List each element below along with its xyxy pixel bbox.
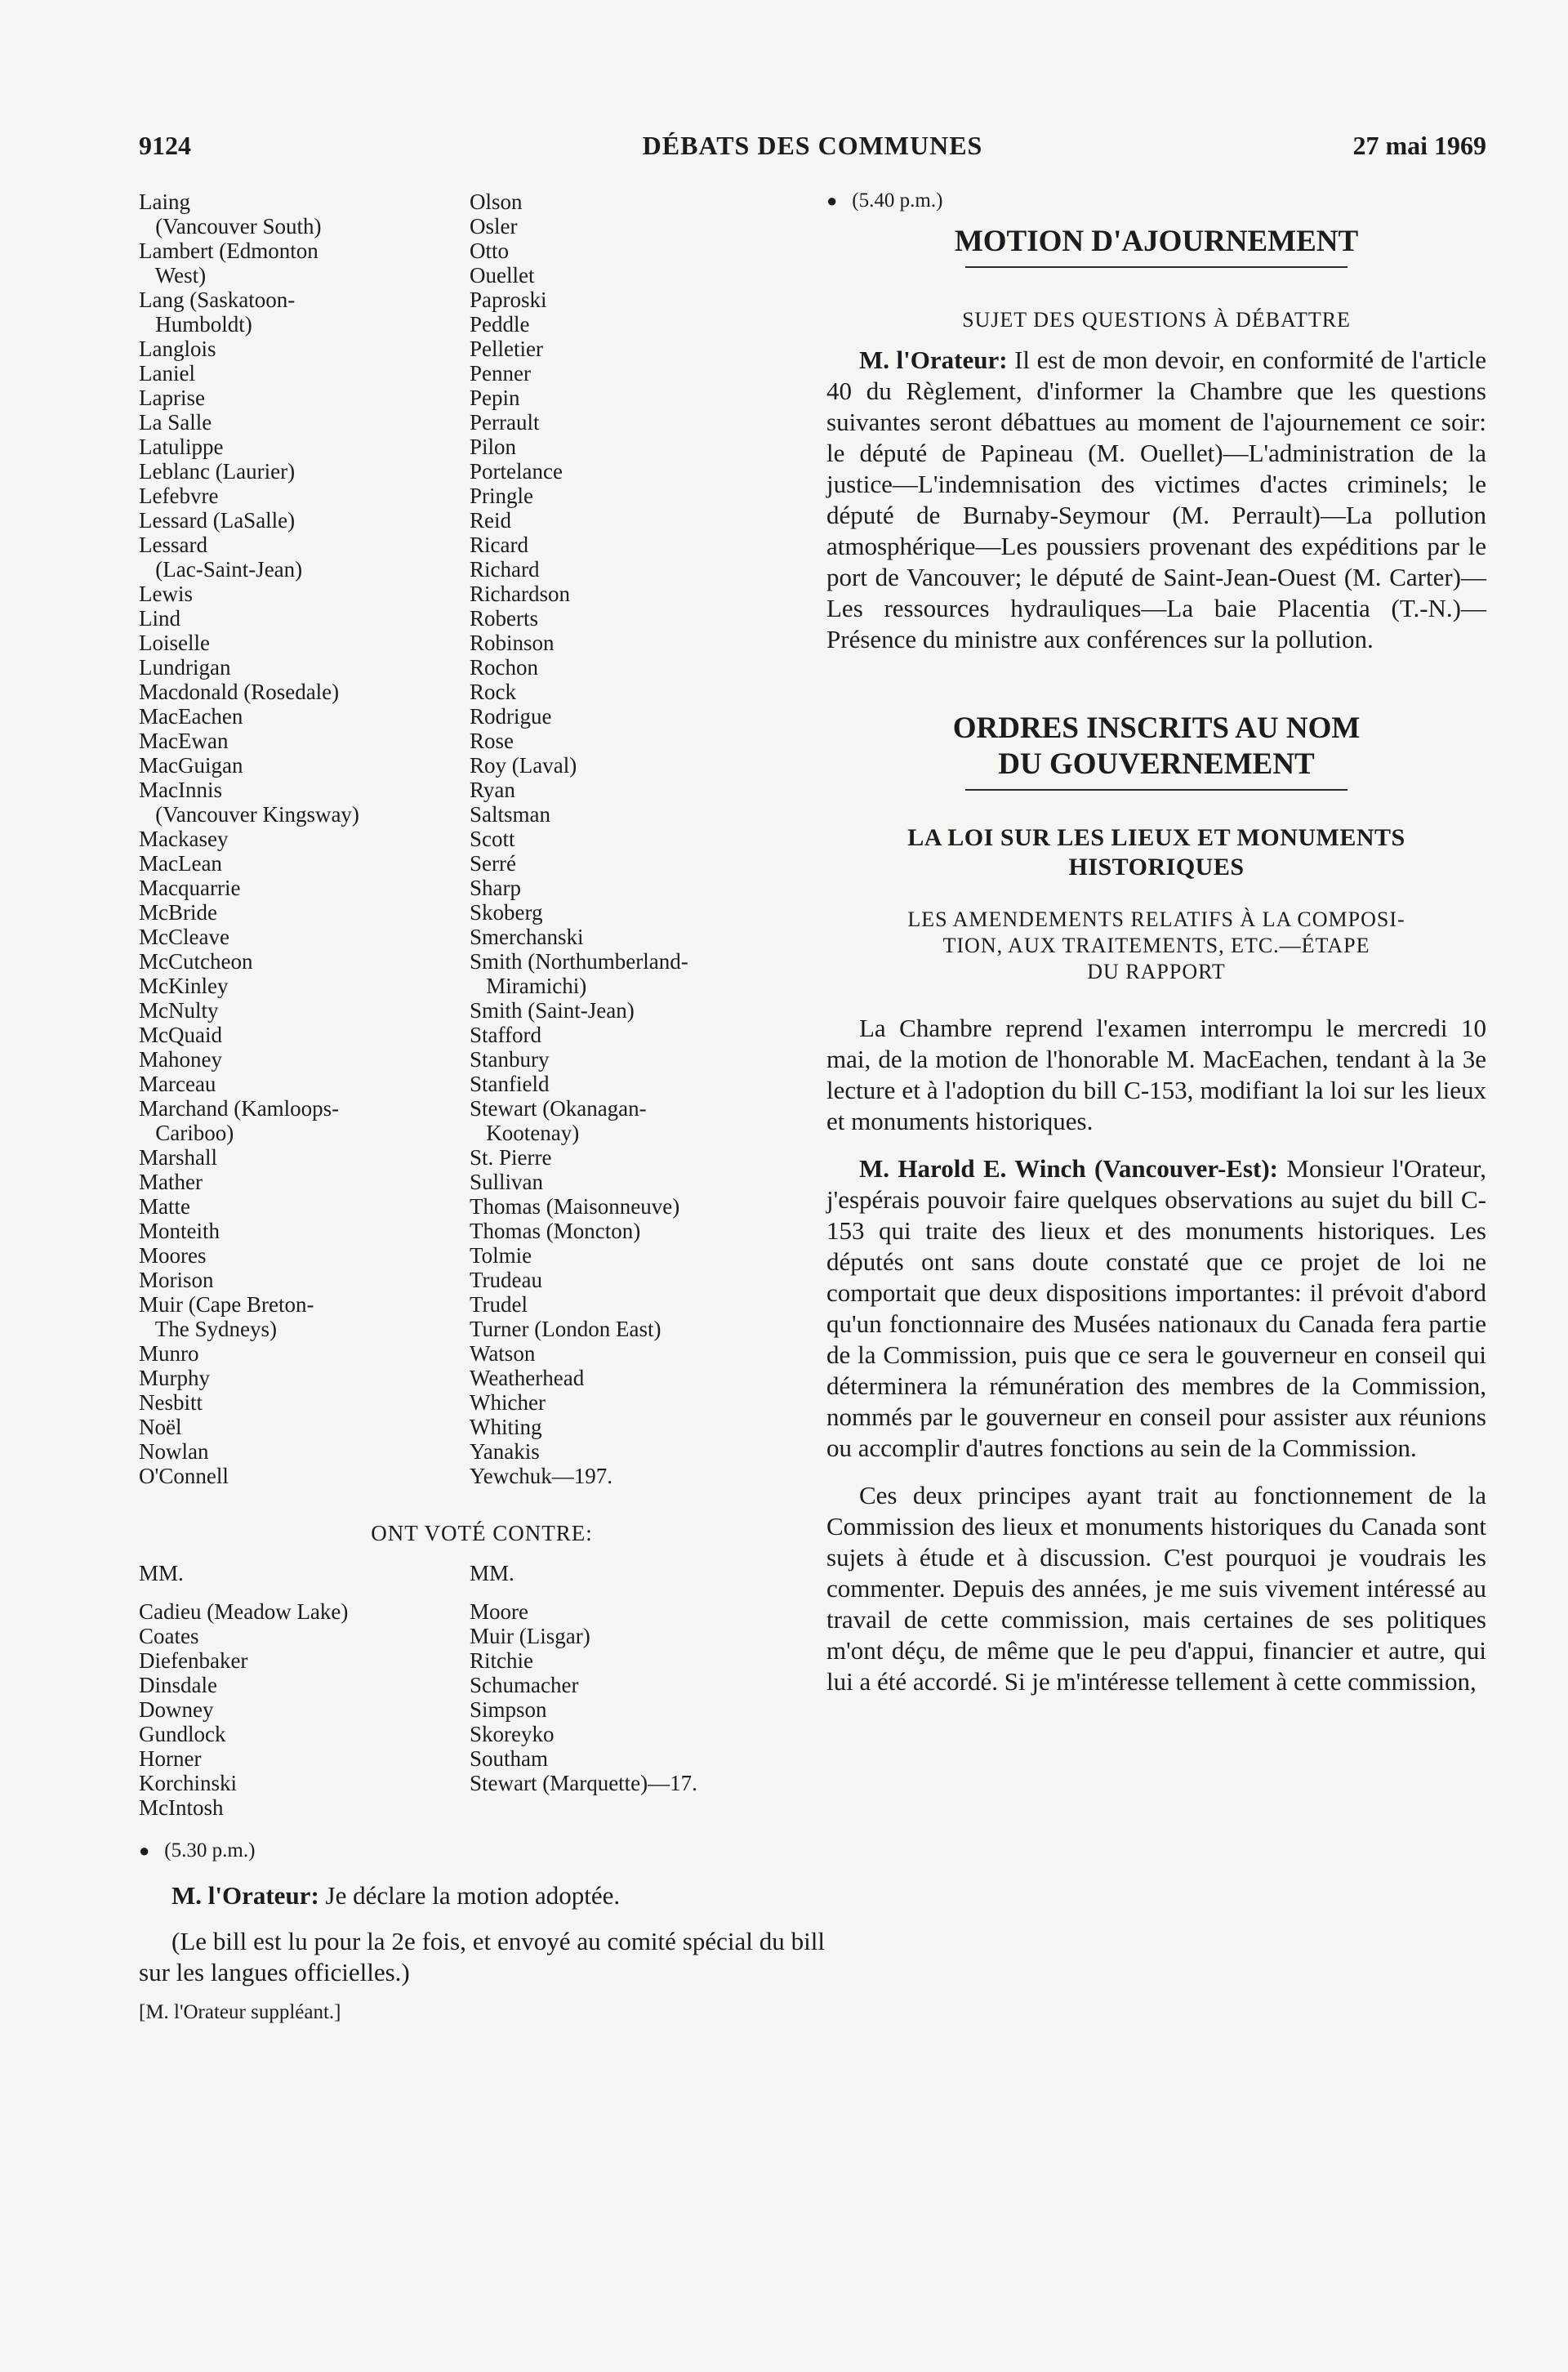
deputy-speaker-note: [M. l'Orateur suppléant.]: [139, 2001, 341, 2023]
member-name: Watson: [470, 1341, 536, 1366]
principles-paragraph: Ces deux principes ayant trait au fonctionnement de la Commission des lieux et monuments historiques du Canada sont sujets à étude et à discussion. C'est pourquoi je voudrais les commenter. Depuis des années, je me suis vivement intéressé au travail de cette commission, mais certaines de ses politiques m'ont déçu, de même que le peu d'appui, financier et autre, qui lui a été accordé. Si je m'intéresse tellement à cette commission,: [826, 1481, 1486, 1696]
member-name: Peddle: [470, 312, 530, 337]
member-name: Humboldt): [139, 312, 252, 337]
member-name: Stewart (Okanagan-: [470, 1096, 647, 1121]
member-name: Whiting: [470, 1415, 542, 1439]
member-name: Rochon: [470, 655, 538, 680]
member-name: Skoberg: [470, 900, 543, 925]
motion-title: MOTION D'AJOURNEMENT: [954, 225, 1359, 258]
member-name: MacLean: [139, 851, 222, 876]
member-name: Gundlock: [139, 1722, 226, 1746]
time-marker-text: (5.40 p.m.): [852, 189, 943, 212]
orders-title-line-1: ORDRES INSCRITS AU NOM: [952, 711, 1361, 745]
time-marker-text: (5.30 p.m.): [164, 1839, 256, 1861]
divider: [965, 266, 1348, 268]
member-name: Paproski: [470, 288, 547, 312]
votes-against-list: [139, 1599, 825, 1820]
member-name: Richard: [470, 557, 540, 582]
member-name: Roy (Laval): [470, 753, 577, 778]
member-name: Portelance: [470, 459, 563, 484]
member-name: Ouellet: [470, 263, 535, 288]
member-name: Pilon: [470, 435, 517, 459]
member-name: Lewis: [139, 582, 193, 606]
member-name: La Salle: [139, 410, 212, 435]
member-name: MacEwan: [139, 729, 229, 753]
house-resumes-paragraph: La Chambre reprend l'examen interrompu le mercredi 10 mai, de la motion de l'honorable M. MacEachen, tendant à la 3e lecture et à l'adoption du bill C-153, modifiant la loi sur les lieux et monuments historiques.: [826, 1014, 1486, 1135]
member-name: Moore: [470, 1599, 528, 1624]
member-name: Monteith: [139, 1219, 220, 1243]
member-name: Ricard: [470, 533, 528, 557]
member-name: Rodrigue: [470, 704, 552, 729]
member-name: Korchinski: [139, 1771, 237, 1795]
member-name: Thomas (Moncton): [470, 1219, 641, 1243]
member-name: Rock: [470, 680, 516, 704]
member-name: Tolmie: [470, 1243, 532, 1268]
member-name: McKinley: [139, 974, 229, 998]
member-name: Stanbury: [470, 1047, 550, 1072]
member-name: Murphy: [139, 1366, 210, 1390]
member-name: Scott: [470, 827, 515, 851]
member-name: Mahoney: [139, 1047, 222, 1072]
member-name: McIntosh: [139, 1795, 224, 1820]
member-name: Trudeau: [470, 1268, 543, 1292]
member-name: Richardson: [470, 582, 570, 606]
member-name: Laing: [139, 189, 190, 214]
amendments-line-2: TION, AUX TRAITEMENTS, ETC.—ÉTAPE: [942, 934, 1370, 957]
member-name: Pepin: [470, 386, 520, 410]
member-name: Sullivan: [470, 1170, 544, 1194]
member-name: Horner: [139, 1746, 202, 1771]
member-name: Ritchie: [470, 1648, 533, 1673]
member-name: Thomas (Maisonneuve): [470, 1194, 680, 1219]
member-name: Roberts: [470, 606, 538, 631]
votes-against-col-2: [470, 1599, 813, 1820]
member-name: Stewart (Marquette)—17.: [470, 1771, 697, 1795]
bill-title-line-2: HISTORIQUES: [1068, 854, 1245, 881]
speaker-text: Je déclare la motion adoptée.: [318, 1881, 621, 1910]
bullet-icon: ●: [826, 190, 838, 211]
member-name: St. Pierre: [470, 1145, 552, 1170]
page-header: [139, 131, 1486, 172]
amendments-line-3: DU RAPPORT: [1087, 960, 1226, 983]
member-name: Marshall: [139, 1145, 217, 1170]
member-name: Kootenay): [470, 1121, 580, 1145]
member-name: Stanfield: [470, 1072, 550, 1096]
member-name: Lefebvre: [139, 484, 219, 508]
page-date: 27 mai 1969: [1352, 131, 1486, 160]
member-name: Lambert (Edmonton: [139, 239, 318, 263]
member-name: Olson: [470, 189, 523, 214]
member-name: Langlois: [139, 337, 216, 361]
member-name: Schumacher: [470, 1673, 579, 1697]
member-name: Latulippe: [139, 435, 224, 459]
member-name: Marceau: [139, 1072, 216, 1096]
publication-title: DÉBATS DES COMMUNES: [642, 131, 983, 160]
bill-referral-paragraph: (Le bill est lu pour la 2e fois, et envoyé au comité spécial du bill sur les langues officielles.): [139, 1927, 825, 1986]
member-name: Perrault: [470, 410, 540, 435]
member-name: Smith (Saint-Jean): [470, 998, 635, 1023]
member-name: Laniel: [139, 361, 195, 386]
member-name: O'Connell: [139, 1464, 229, 1488]
member-name: Rose: [470, 729, 514, 753]
member-name: Loiselle: [139, 631, 210, 655]
member-name: Lind: [139, 606, 180, 631]
member-name: Macdonald (Rosedale): [139, 680, 340, 704]
member-name: McNulty: [139, 998, 219, 1023]
member-name: McBride: [139, 900, 217, 925]
member-name: Cariboo): [139, 1121, 234, 1145]
member-name: Marchand (Kamloops-: [139, 1096, 340, 1121]
member-name: Osler: [470, 214, 518, 239]
votes-for-list: [139, 189, 825, 1488]
member-name: Morison: [139, 1268, 214, 1292]
member-name: West): [139, 263, 207, 288]
member-name: Stafford: [470, 1023, 541, 1047]
member-name: Robinson: [470, 631, 555, 655]
speaker-name: M. Harold E. Winch (Vancouver-Est):: [859, 1154, 1278, 1183]
member-name: Cadieu (Meadow Lake): [139, 1599, 349, 1624]
member-name: (Vancouver Kingsway): [139, 802, 359, 827]
member-name: Whicher: [470, 1390, 546, 1415]
member-name: Leblanc (Laurier): [139, 459, 296, 484]
speaker-text: Il est de mon devoir, en conformité de l'article 40 du Règlement, d'informer la Chambre que les questions suivantes seront débattues au moment de l'ajournement ce soir: le député de Papineau (M. Ouellet)—L'administration de la justice—L'indemnisation des victimes d'actes criminels; le député de Burnaby-Seymour (M. Perrault)—La pollution atmosphérique—Les poussiers provenant des expéditions par le port de Vancouver; le député de Saint-Jean-Ouest (M. Carter)—Les ressources hydrauliques—La baie Placentia (T.-N.)—Présence du ministre aux conférences sur la pollution.: [826, 346, 1487, 653]
member-name: Yanakis: [470, 1439, 540, 1464]
speaker-name: M. l'Orateur:: [859, 346, 1008, 374]
mm-label-right: MM.: [470, 1561, 514, 1585]
time-marker-right: [826, 189, 1486, 212]
member-name: Saltsman: [470, 802, 550, 827]
member-name: Downey: [139, 1697, 214, 1722]
member-name: Moores: [139, 1243, 207, 1268]
member-name: Yewchuk—197.: [470, 1464, 613, 1488]
votes-for-col-2: [470, 189, 813, 1488]
member-name: Mather: [139, 1170, 203, 1194]
member-name: Pringle: [470, 484, 533, 508]
member-name: The Sydneys): [139, 1317, 277, 1341]
member-name: Muir (Lisgar): [470, 1624, 590, 1648]
member-name: MacGuigan: [139, 753, 243, 778]
subject-heading: SUJET DES QUESTIONS À DÉBATTRE: [962, 308, 1351, 332]
member-name: Mackasey: [139, 827, 229, 851]
member-name: Smith (Northumberland-: [470, 949, 688, 974]
member-name: Weatherhead: [470, 1366, 585, 1390]
speaker-announcement: [826, 345, 1486, 655]
member-name: Macquarrie: [139, 876, 241, 900]
member-name: Muir (Cape Breton-: [139, 1292, 314, 1317]
member-name: Turner (London East): [470, 1317, 662, 1341]
winch-speech: [826, 1153, 1486, 1464]
right-column: [826, 189, 1486, 1697]
member-name: Pelletier: [470, 337, 543, 361]
member-name: Reid: [470, 508, 511, 533]
member-name: Coates: [139, 1624, 199, 1648]
member-name: Trudel: [470, 1292, 528, 1317]
member-name: Lundrigan: [139, 655, 231, 680]
speaker-text: Monsieur l'Orateur, j'espérais pouvoir faire quelques observations au sujet du bill C-153 qui traite des lieux et des monuments historiques. Les députés ont sans doute constaté que ce projet de loi ne comportait que deux dispositions importantes: il prévoit d'abord qu'un fonctionnaire des Musées nationaux du Canada fera partie de la Commission, puis que ce sera le gouverneur en conseil qui déterminera la rémunération des membres de la Commission, nommés par le gouverneur en conseil pour assister aux réunions ou accomplir d'autres fonctions au sein de la Commission.: [826, 1154, 1486, 1462]
divider: [965, 789, 1348, 791]
member-name: MacEachen: [139, 704, 243, 729]
member-name: (Vancouver South): [139, 214, 322, 239]
member-name: Simpson: [470, 1697, 547, 1722]
member-name: Smerchanski: [470, 925, 584, 949]
member-name: Ryan: [470, 778, 515, 802]
speaker-name: M. l'Orateur:: [172, 1881, 319, 1910]
member-name: Lang (Saskatoon-: [139, 288, 296, 312]
mm-label-left: MM.: [139, 1561, 184, 1585]
votes-against-mm-row: [139, 1561, 825, 1586]
member-name: Matte: [139, 1194, 190, 1219]
member-name: (Lac-Saint-Jean): [139, 557, 303, 582]
member-name: Nesbitt: [139, 1390, 203, 1415]
bill-title-line-1: LA LOI SUR LES LIEUX ET MONUMENTS: [907, 824, 1405, 851]
member-name: Southam: [470, 1746, 549, 1771]
member-name: Miramichi): [470, 974, 587, 998]
member-name: McQuaid: [139, 1023, 222, 1047]
member-name: Otto: [470, 239, 510, 263]
amendments-line-1: LES AMENDEMENTS RELATIFS À LA COMPOSI-: [907, 907, 1405, 931]
time-marker-left: [139, 1839, 825, 1862]
member-name: McCutcheon: [139, 949, 253, 974]
member-name: Dinsdale: [139, 1673, 217, 1697]
member-name: Munro: [139, 1341, 199, 1366]
member-name: MacInnis: [139, 778, 222, 802]
votes-against-col-1: [139, 1599, 470, 1820]
member-name: Lessard (LaSalle): [139, 508, 296, 533]
speaker-statement: [139, 1880, 825, 1911]
member-name: Nowlan: [139, 1439, 209, 1464]
member-name: Skoreyko: [470, 1722, 555, 1746]
page-number: 9124: [139, 131, 191, 160]
orders-title-line-2: DU GOUVERNEMENT: [998, 747, 1315, 781]
member-name: Laprise: [139, 386, 205, 410]
member-name: Diefenbaker: [139, 1648, 248, 1673]
member-name: McCleave: [139, 925, 229, 949]
votes-against-heading: ONT VOTÉ CONTRE:: [371, 1521, 593, 1545]
member-name: Lessard: [139, 533, 207, 557]
member-name: Penner: [470, 361, 531, 386]
member-name: Sharp: [470, 876, 521, 900]
member-name: Noël: [139, 1415, 182, 1439]
bullet-icon: ●: [139, 1840, 150, 1861]
votes-for-col-1: [139, 189, 470, 1488]
left-column: [139, 189, 825, 2024]
member-name: Serré: [470, 851, 516, 876]
